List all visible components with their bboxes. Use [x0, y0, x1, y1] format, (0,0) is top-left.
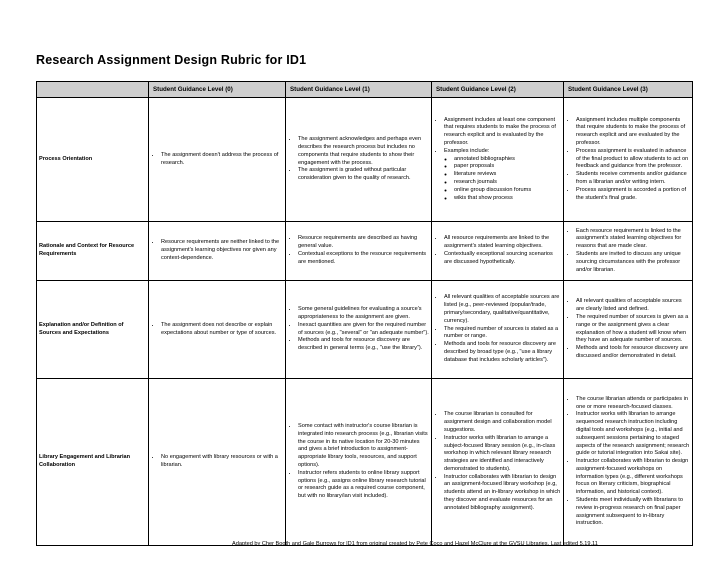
column-header: Student Guidance Level (2): [432, 82, 564, 98]
list-item: • Students are invited to discuss any unique sourcing circumstances with the professor and/or librarian.: [576, 251, 690, 274]
list-item: • Some general guidelines for evaluating a source's appropriateness to the assignment are given.: [298, 306, 429, 322]
rubric-cell: [286, 98, 432, 222]
rubric-cell: [149, 98, 286, 222]
list-item: ◦ literature reviews: [454, 171, 561, 179]
rubric-cell: [432, 379, 564, 546]
list-item: • The assignment does not describe or explain expectations about number or type of sources.: [161, 322, 283, 338]
list-item: • Inexact quantities are given for the required number of sources (e.g., "several" or "an adequate number").: [298, 322, 429, 338]
list-item: ◦ wikis that show process: [454, 195, 561, 203]
rubric-cell: [149, 222, 286, 281]
list-item: • Contextually exceptional sourcing scenarios are discussed hypothetically.: [444, 251, 561, 267]
rubric-cell: [149, 281, 286, 379]
list-item: • Instructor works with librarian to arrange sequenced research instruction including digital tools and workshops (e.g., initial and subsequent sessions pertaining to staged aspects of the research assignment; research guide or tutorial integration into Sakai site).: [576, 411, 690, 458]
page-title: Research Assignment Design Rubric for ID1: [36, 53, 307, 67]
rubric-cell: [432, 222, 564, 281]
rubric-cell: [286, 222, 432, 281]
list-item: • The assignment is graded without particular consideration given to the quality of research.: [298, 167, 429, 183]
list-item: • Students meet individually with librarians to review in-progress research on final paper assignment subsequent to in-library instruction.: [576, 497, 690, 528]
column-header: Student Guidance Level (0): [149, 82, 286, 98]
examples-list: [444, 156, 561, 203]
list-item: • The assignment acknowledges and perhaps even describes the research process but includes no components that require students to show their engagement with the process.: [298, 136, 429, 167]
table-row: [37, 379, 693, 546]
list-item: ◦ research journals: [454, 179, 561, 187]
examples-label: Examples include:: [444, 147, 490, 154]
list-item: • Assignment includes at least one component that requires students to make the process of research explicit and is evaluated by the professor.: [444, 117, 561, 148]
list-item: • All resource requirements are linked to the assignment's stated learning objectives.: [444, 235, 561, 251]
list-item: • Methods and tools for resource discovery are discussed and/or demonstrated in detail.: [576, 345, 690, 361]
list-item: ◦ annotated bibliographies: [454, 156, 561, 164]
list-item: [444, 148, 561, 203]
rubric-cell: [564, 281, 693, 379]
criterion-label: Library Engagement and Librarian Collaboration: [37, 379, 149, 546]
list-item: • All relevant qualities of acceptable sources are clearly listed and defined.: [576, 298, 690, 314]
list-item: • Resource requirements are neither linked to the assignment's learning objectives nor given any context-dependence.: [161, 239, 283, 262]
list-item: • Instructor collaborates with librarian to design an assignment-focused library workshop (e.g, students attend an in-library workshop in which they discover and evaluate resources for an annotated bibliography assignment).: [444, 474, 561, 513]
list-item: • Methods and tools for resource discovery are described in general terms (e.g., "use the library").: [298, 337, 429, 353]
rubric-cell: [564, 379, 693, 546]
rubric-table: [36, 81, 693, 546]
criterion-label: Rationale and Context for Resource Requirements: [37, 222, 149, 281]
list-item: • Instructor refers students to online library support options (e.g., assigns online library research tutorial or research guide as a required course component, but with no library/ian visit included).: [298, 470, 429, 501]
rubric-cell: [564, 222, 693, 281]
criterion-label: Process Orientation: [37, 98, 149, 222]
list-item: • Resource requirements are described as having general value.: [298, 235, 429, 251]
list-item: • The course librarian attends or participates in one or more research-focused classes.: [576, 396, 690, 412]
table-row: [37, 222, 693, 281]
list-item: • The required number of sources is stated as a number or range.: [444, 326, 561, 342]
list-item: • The course librarian is consulted for assignment design and collaboration model suggestions.: [444, 411, 561, 434]
list-item: • Methods and tools for resource discovery are described by broad type (e.g., "use a library database that includes scholarly articles").: [444, 341, 561, 364]
list-item: • Assignment includes multiple components that require students to make the process of research explicit and are evaluated by the professor.: [576, 117, 690, 148]
rubric-cell: [432, 281, 564, 379]
list-item: • All relevant qualities of acceptable sources are listed (e.g., peer-reviewed /popular/trade, primary/secondary, qualitative/quantitative, currency).: [444, 294, 561, 325]
list-item: • Process assignment is evaluated in advance of the final product to allow students to act on feedback and guidance from the professor.: [576, 148, 690, 171]
list-item: • Instructor collaborates with librarian to design assignment-focused workshops on information types (e.g., different workshops focus on literary criticism, biographical information, and historical context).: [576, 458, 690, 497]
list-item: • The required number of sources is given as a range or the assignment gives a clear explanation of how a student will know when they have an adequate number of sources.: [576, 314, 690, 345]
list-item: ◦ paper proposals: [454, 163, 561, 171]
column-header: Student Guidance Level (1): [286, 82, 432, 98]
table-row: [37, 281, 693, 379]
list-item: • No engagement with library resources or with a librarian.: [161, 454, 283, 470]
list-item: • Process assignment is accorded a portion of the student's final grade.: [576, 187, 690, 203]
rubric-cell: [286, 379, 432, 546]
list-item: ◦ online group discussion forums: [454, 187, 561, 195]
header-row: [37, 82, 693, 98]
table-row: [37, 98, 693, 222]
column-header: Student Guidance Level (3): [564, 82, 693, 98]
footer-credit: Adapted by Cher Booth and Gale Burrows for ID1 from original created by Pete Coco and Hazel McClure at the GVSU Libraries. Last edited 5.19.11: [232, 541, 598, 547]
list-item: • Each resource requirement is linked to the assignment's stated learning objectives for reasons that are made clear.: [576, 228, 690, 251]
list-item: • Contextual exceptions to the resource requirements are mentioned.: [298, 251, 429, 267]
list-item: • Students receive comments and/or guidance from a librarian and/or writing intern.: [576, 171, 690, 187]
rubric-cell: [564, 98, 693, 222]
list-item: • Some contact with instructor's course librarian is integrated into research process (e.g., librarian visits the course in its native location for 20-30 minutes and gives a brief introduction to assignment-appropriate library tools, resources, and support options).: [298, 423, 429, 470]
list-item: • The assignment doesn't address the process of research.: [161, 152, 283, 168]
rubric-cell: [149, 379, 286, 546]
list-item: • Instructor works with librarian to arrange a subject-focused library session (e.g., in-class workshop in which relevant library research strategies are identified and interactively demonstrated to students).: [444, 435, 561, 474]
criterion-label: Explanation and/or Definition of Sources and Expectations: [37, 281, 149, 379]
rubric-cell: [286, 281, 432, 379]
rubric-cell: [432, 98, 564, 222]
header-corner: [37, 82, 149, 98]
